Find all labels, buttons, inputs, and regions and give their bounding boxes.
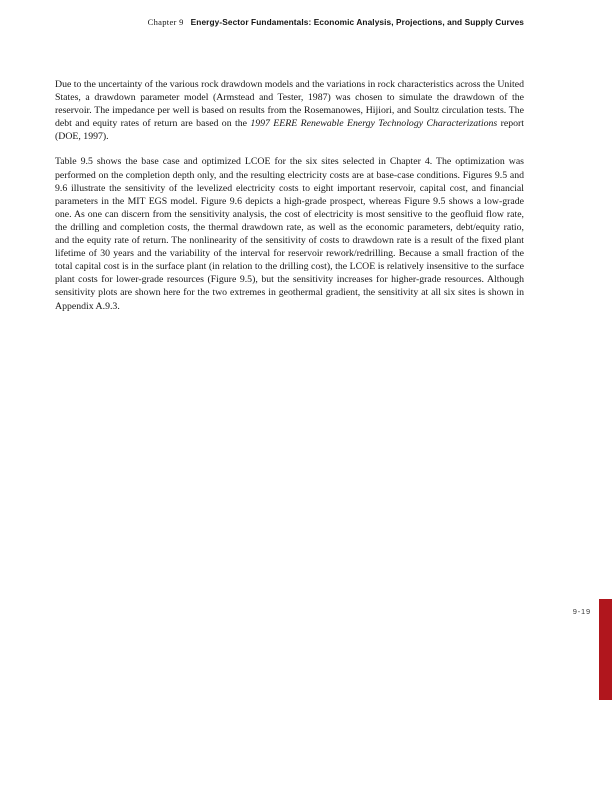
page-number: 9-19 <box>572 607 591 616</box>
paragraph-1-text-start: Due to the uncertainty of the various rock drawdown models and the variations in rock characteristics across the United States, a drawdown parameter model (Armstead and Tester, 1987) was chosen to simulate the drawdown of the reservoir. The impedance per well is based on results from the Rosemanowes, Hijiori, and Soultz circulation tests. The debt and equity rates of return are based on the <box>55 79 525 130</box>
report-title-italic: 1997 EERE Renewable Energy Technology Characterizations <box>250 118 498 130</box>
body-text-column <box>55 78 524 325</box>
chapter-tab-bar <box>599 599 612 700</box>
chapter-label: Chapter 9 <box>147 17 184 27</box>
paragraph-1-text-end: report (DOE, 1997). <box>55 118 524 143</box>
running-header <box>55 17 524 27</box>
chapter-title: Energy-Sector Fundamentals: Economic Analysis, Projections, and Supply Curves <box>190 17 524 27</box>
paragraph-1 <box>55 78 524 143</box>
paragraph-2: Table 9.5 shows the base case and optimized LCOE for the six sites selected in Chapter 4. The optimization was performed on the completion depth only, and the resulting electricity costs are at base-case conditions. Figures 9.5 and 9.6 illustrate the sensitivity of the levelized electricity costs to eight important reservoir, capital cost, and financial parameters in the MIT EGS model. Figure 9.6 depicts a high-grade prospect, whereas Figure 9.5 shows a low-grade one. As one can discern from the sensitivity analysis, the cost of electricity is most sensitive to the geofluid flow rate, the drilling and completion costs, the thermal drawdown rate, as well as the economic parameters, debt/equity ratio, and the equity rate of return. The nonlinearity of the sensitivity of costs to drawdown rate is a result of the fixed plant lifetime of 30 years and the variability of the interval for reservoir rework/redrilling. Because a small fraction of the total capital cost is in the surface plant (in relation to the drilling cost), the LCOE is relatively insensitive to the surface plant costs for lower-grade resources (Figure 9.5), but the sensitivity increases for higher-grade resources. Although sensitivity plots are shown here for the two extremes in geothermal gradient, the sensitivity at all six sites is shown in Appendix A.9.3. <box>55 156 524 312</box>
